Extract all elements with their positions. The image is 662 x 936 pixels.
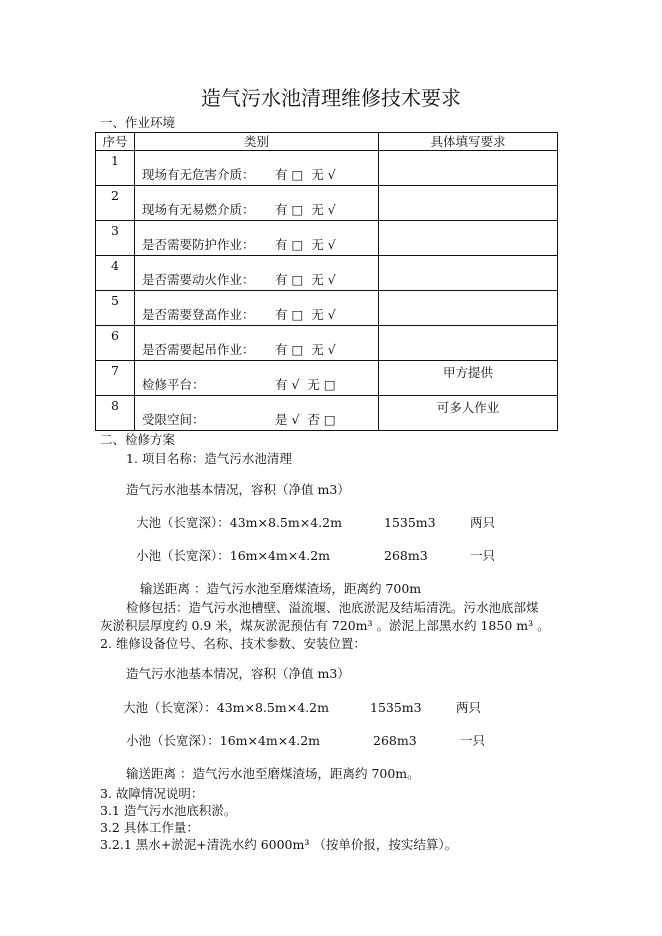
table-row [96,361,558,396]
big-pool-dims: 大池（长宽深）：43m×8.5m×4.2m [123,700,329,715]
table-row [96,326,558,361]
item-2: 2. 维修设备位号、名称、技术参数、安装位置： [100,636,366,651]
checkbox-options: 有 □ 无 √ [275,202,336,217]
requirement-text: 可多人作业 [436,400,500,415]
row-number: 4 [111,258,119,273]
section-heading: 二、检修方案 [100,432,176,447]
small-pool-volume: 268m3 [373,733,417,748]
table-row [96,396,558,431]
requirement-text: 甲方提供 [442,365,493,380]
big-pool-volume: 1535m3 [370,700,422,715]
small-pool-count: 一只 [470,548,496,563]
requirement-cell [379,396,558,431]
checkbox-options: 有 □ 无 √ [275,307,336,322]
header-no: 序号 [96,133,135,151]
row-number: 3 [111,223,119,238]
category-cell [135,326,379,361]
category-label: 是否需要登高作业： [142,307,255,322]
table-row [96,151,558,186]
category-label: 现场有无易燃介质： [142,202,255,217]
distance: 输送距离 ：造气污水池至磨煤渣场，距离约 700m。 [126,766,420,781]
row-number: 5 [111,293,119,308]
category-label: 是否需要防护作业： [142,237,255,252]
row-number-cell [96,186,135,221]
table-row [96,221,558,256]
category-cell [135,291,379,326]
scope-text: 灰淤积层厚度约 0.9 米，煤灰淤泥预估有 720m³ 。淤泥上部黑水约 1850 m³ 。 [100,618,550,633]
big-pool-count: 两只 [470,515,496,530]
item-3-2: 3.2 具体工作量： [100,820,199,835]
small-pool-dims: 小池（长宽深）：16m×4m×4.2m [126,733,320,748]
scope-text: 检修包括：造气污水池槽壁、溢流堰、池底淤泥及结垢清洗。污水池底部煤 [126,600,539,615]
row-number-cell [96,151,135,186]
header-category: 类别 [135,133,379,151]
requirement-cell [379,256,558,291]
category-label: 是否需要起吊作业： [142,342,255,357]
requirement-cell [379,151,558,186]
category-cell [135,361,379,396]
category-cell [135,151,379,186]
category-cell [135,186,379,221]
requirement-cell [379,326,558,361]
item-1: 1. 项目名称：造气污水池清理 [126,451,292,466]
big-pool-volume: 1535m3 [384,515,436,530]
checkbox-options: 有 □ 无 √ [275,167,336,182]
big-pool-count: 两只 [456,700,482,715]
item-3-2-1: 3.2.1 黑水+淤泥+清洗水约 6000m³ （按单价报，按实结算）。 [100,837,458,852]
requirement-cell [379,186,558,221]
category-label: 是否需要动火作业： [142,272,255,287]
item-3-1: 3.1 造气污水池底积淤。 [100,803,237,818]
table-row [96,291,558,326]
table-row [96,256,558,291]
row-number: 2 [111,188,119,203]
category-cell [135,396,379,431]
requirement-cell [379,361,558,396]
basic-info: 造气污水池基本情况，容积（净值 m3） [126,482,350,497]
requirement-cell [379,291,558,326]
category-label: 受限空间： [142,412,205,427]
row-number-cell [96,221,135,256]
small-pool-count: 一只 [460,733,486,748]
section-heading: 一、作业环境 [100,115,176,130]
table-row [96,186,558,221]
distance: 输送距离 ：造气污水池至磨煤渣场，距离约 700m [140,581,422,596]
row-number: 8 [111,398,119,413]
category-cell [135,221,379,256]
row-number: 7 [111,363,119,378]
row-number: 1 [111,153,119,168]
big-pool-dims: 大池（长宽深）：43m×8.5m×4.2m [136,515,342,530]
requirement-cell [379,221,558,256]
item-3: 3. 故障情况说明： [100,786,204,801]
row-number-cell [96,326,135,361]
row-number: 6 [111,328,119,343]
header-requirement: 具体填写要求 [379,133,558,151]
row-number-cell [96,291,135,326]
small-pool-volume: 268m3 [384,548,428,563]
checkbox-options: 有 □ 无 √ [275,272,336,287]
basic-info: 造气污水池基本情况，容积（净值 m3） [126,666,350,681]
checkbox-options: 有 □ 无 √ [275,237,336,252]
checkbox-options: 有 √ 无 □ [275,377,336,392]
checkbox-options: 有 □ 无 √ [275,342,336,357]
small-pool-dims: 小池（长宽深）：16m×4m×4.2m [136,548,330,563]
row-number-cell [96,396,135,431]
page-title: 造气污水池清理维修技术要求 [201,86,461,110]
checkbox-options: 是 √ 否 □ [275,412,336,427]
category-label: 检修平台： [142,377,205,392]
work-environment-table [95,132,558,431]
category-label: 现场有无危害介质： [142,167,255,182]
category-cell [135,256,379,291]
row-number-cell [96,361,135,396]
row-number-cell [96,256,135,291]
